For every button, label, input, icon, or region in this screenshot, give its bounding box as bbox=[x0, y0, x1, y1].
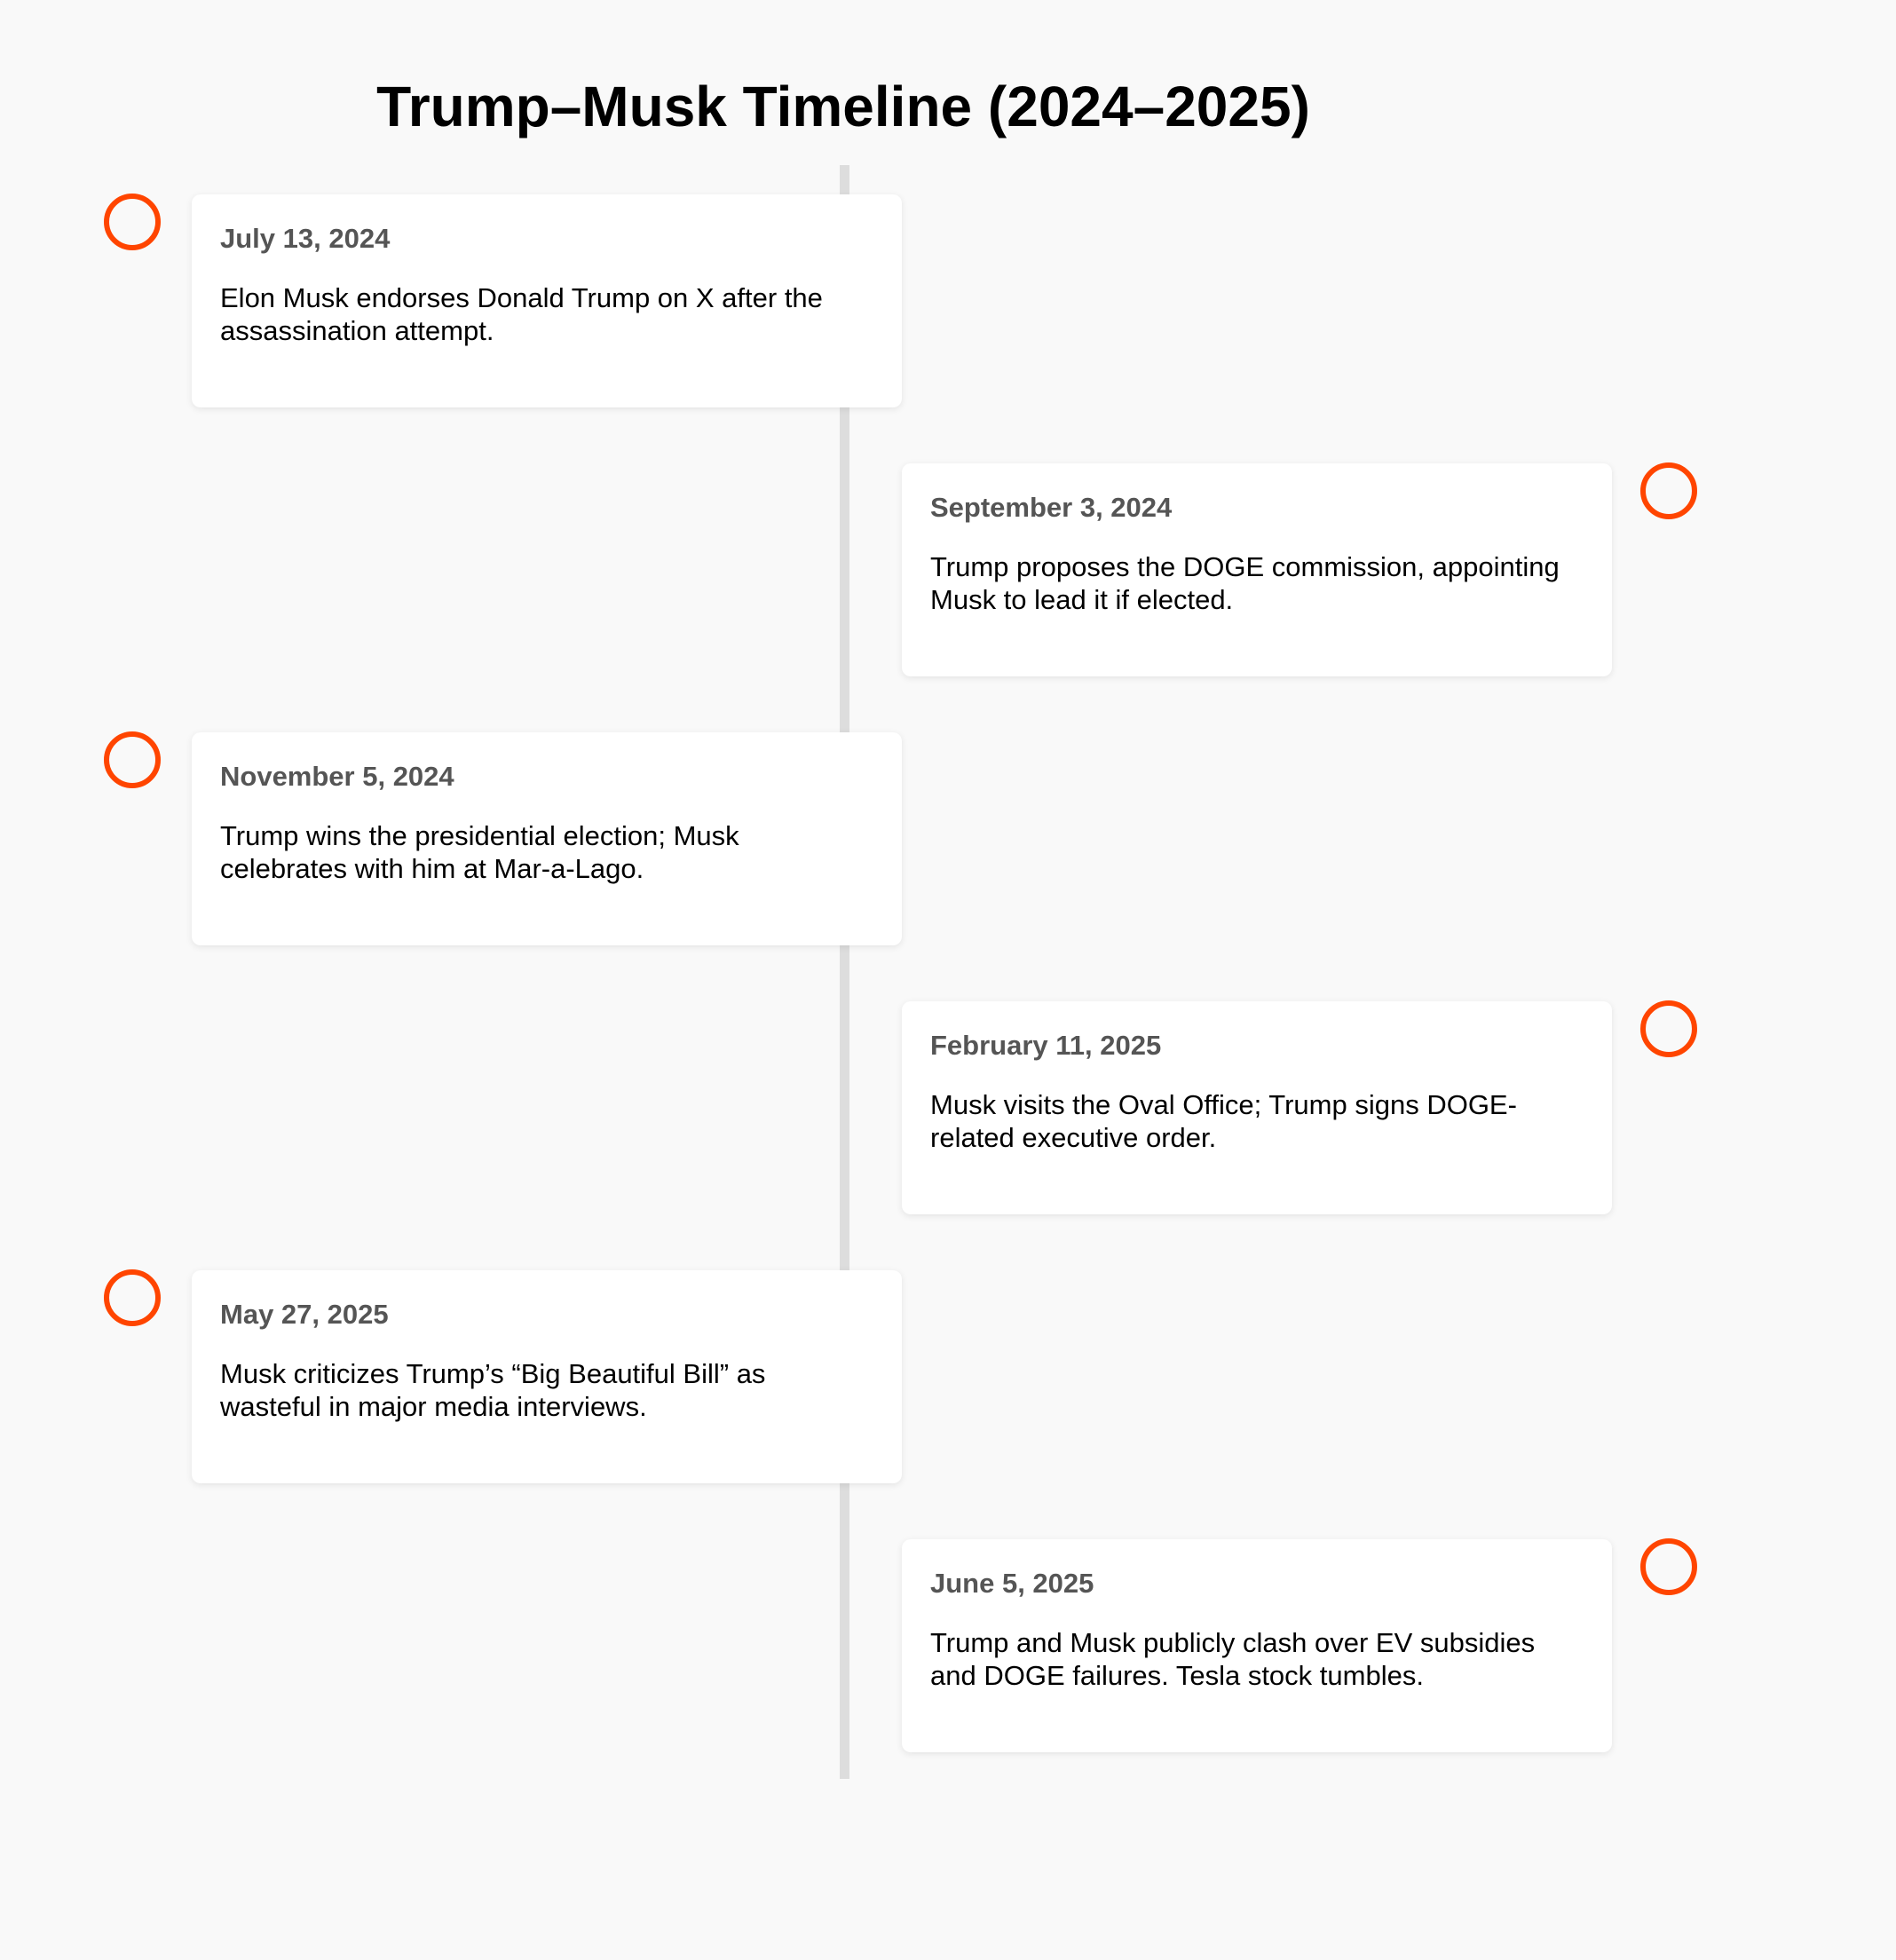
event-description: Trump wins the presidential election; Musk celebrates with him at Mar-a-Lago. bbox=[220, 820, 739, 884]
event-marker-icon bbox=[104, 194, 161, 250]
event-date: May 27, 2025 bbox=[220, 1299, 389, 1330]
event-card bbox=[192, 1270, 902, 1483]
event-description: Musk visits the Oval Office; Trump signs DOGE-related executive order. bbox=[930, 1089, 1517, 1153]
event-marker-icon bbox=[104, 1269, 161, 1326]
event-description: Trump and Musk publicly clash over EV subsidies and DOGE failures. Tesla stock tumbles. bbox=[930, 1627, 1536, 1691]
event-description: Elon Musk endorses Donald Trump on X after the assassination attempt. bbox=[220, 282, 823, 346]
event-date: July 13, 2024 bbox=[220, 223, 391, 254]
event-card bbox=[902, 1001, 1612, 1214]
event-date: November 5, 2024 bbox=[220, 761, 454, 792]
event-marker-icon bbox=[1640, 462, 1697, 519]
event-card bbox=[902, 1539, 1612, 1752]
event-marker-icon bbox=[104, 731, 161, 788]
event-marker-icon bbox=[1640, 1538, 1697, 1595]
event-card bbox=[192, 194, 902, 407]
page-title: Trump–Musk Timeline (2024–2025) bbox=[376, 75, 1310, 138]
event-card bbox=[902, 463, 1612, 676]
event-marker-icon bbox=[1640, 1000, 1697, 1057]
event-date: June 5, 2025 bbox=[930, 1568, 1094, 1599]
event-date: February 11, 2025 bbox=[930, 1030, 1162, 1061]
event-description: Trump proposes the DOGE commission, appointing Musk to lead it if elected. bbox=[930, 551, 1560, 615]
event-description: Musk criticizes Trump’s “Big Beautiful Bill” as wasteful in major media interviews. bbox=[220, 1358, 766, 1422]
event-date: September 3, 2024 bbox=[930, 492, 1173, 523]
event-card bbox=[192, 732, 902, 945]
